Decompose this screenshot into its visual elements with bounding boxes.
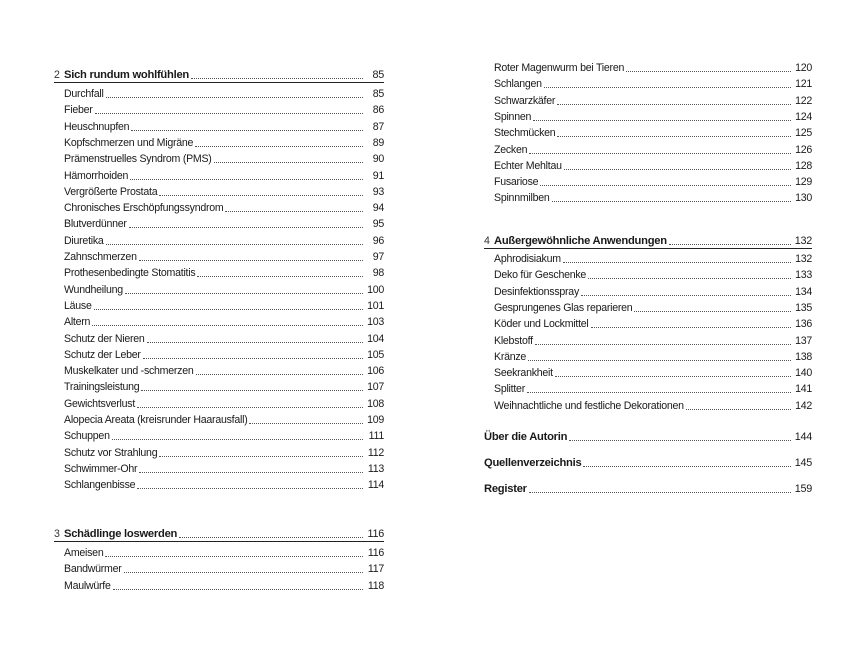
toc-page-number: 144 <box>794 431 812 443</box>
dot-leader <box>555 376 791 377</box>
toc-entry[interactable] <box>54 134 384 150</box>
toc-page-number: 107 <box>367 381 384 394</box>
toc-page-number: 126 <box>795 143 812 156</box>
dot-leader <box>95 113 363 114</box>
toc-page-number: 142 <box>795 399 812 412</box>
toc-page-number: 89 <box>372 136 384 149</box>
toc-page-number: 122 <box>795 94 812 107</box>
dot-leader <box>124 572 363 573</box>
dot-leader <box>195 146 363 147</box>
toc-entry[interactable] <box>54 248 384 264</box>
toc-page-number: 108 <box>367 397 384 410</box>
dot-leader <box>533 120 791 121</box>
dot-leader <box>137 407 363 408</box>
toc-page-number: 90 <box>372 153 384 166</box>
section-divider <box>54 541 384 542</box>
toc-page-number: 116 <box>367 547 384 559</box>
toc-entry[interactable] <box>54 199 384 215</box>
dot-leader <box>141 390 363 391</box>
toc-entry[interactable] <box>54 85 384 101</box>
toc-entry-title: Läuse <box>64 299 92 312</box>
dot-leader <box>129 227 363 228</box>
toc-page-number: 98 <box>372 267 384 280</box>
toc-page-number: 114 <box>367 479 384 492</box>
dot-leader <box>626 71 791 72</box>
toc-page-number: 121 <box>795 78 812 91</box>
toc-entry[interactable] <box>484 59 812 75</box>
toc-entry[interactable] <box>484 250 812 266</box>
toc-entry-title: Spinnmilben <box>494 192 550 205</box>
toc-entry[interactable] <box>484 141 812 157</box>
toc-chapter-heading[interactable] <box>54 525 384 541</box>
dot-leader <box>591 327 791 328</box>
toc-page-number: 125 <box>795 127 812 140</box>
dot-leader <box>179 537 363 538</box>
toc-page-number: 133 <box>795 269 812 282</box>
toc-entry-title: Hämorrhoiden <box>64 169 129 182</box>
toc-page-number: 145 <box>794 457 812 469</box>
toc-page-number: 86 <box>372 104 384 117</box>
dot-leader <box>112 439 363 440</box>
dot-leader <box>529 153 791 154</box>
chapter-number: 3 <box>54 528 60 540</box>
toc-entry-title: Maulwürfe <box>64 579 111 592</box>
toc-page-number: 129 <box>795 176 812 189</box>
dot-leader <box>147 342 363 343</box>
toc-entry[interactable] <box>54 444 384 460</box>
toc-page-number: 111 <box>368 430 384 443</box>
dot-leader <box>249 423 363 424</box>
toc-entry[interactable] <box>54 460 384 476</box>
dot-leader <box>634 311 791 312</box>
dot-leader <box>544 87 791 88</box>
dot-leader <box>581 295 791 296</box>
dot-leader <box>540 185 791 186</box>
toc-entry[interactable] <box>54 577 384 593</box>
dot-leader <box>106 97 363 98</box>
toc-entry-title: Seekrankheit <box>494 367 553 380</box>
toc-entry[interactable] <box>484 92 812 108</box>
toc-entry[interactable] <box>484 299 812 315</box>
toc-entry[interactable] <box>484 380 812 396</box>
dot-leader <box>569 440 791 441</box>
section-divider <box>484 248 812 249</box>
toc-page-number: 112 <box>367 446 384 459</box>
dot-leader <box>552 201 791 202</box>
toc-entry[interactable] <box>484 157 812 173</box>
toc-entry[interactable] <box>54 544 384 560</box>
toc-entry-title: Register <box>484 483 527 495</box>
dot-leader <box>214 162 363 163</box>
toc-page-number: 109 <box>367 414 384 426</box>
toc-entry-title: Außergewöhnliche Anwendungen <box>494 235 667 247</box>
toc-entry[interactable] <box>54 378 384 394</box>
toc-page-number: 105 <box>367 348 384 361</box>
toc-page-number: 85 <box>372 69 384 81</box>
toc-back-matter-entry[interactable] <box>484 480 812 496</box>
toc-entry-title: Prothesenbedingte Stomatitis <box>64 267 196 280</box>
toc-entry-title: Schutz der Leber <box>64 348 141 361</box>
toc-entry-title: Muskelkater und -schmerzen <box>64 365 194 378</box>
dot-leader <box>197 276 363 277</box>
toc-entry[interactable] <box>54 215 384 231</box>
dot-leader <box>527 392 791 393</box>
dot-leader <box>196 374 363 375</box>
toc-page-number: 94 <box>372 202 384 215</box>
chapter-number: 2 <box>54 69 60 81</box>
toc-entry-title: Gewichtsverlust <box>64 397 136 410</box>
toc-page-number: 159 <box>794 483 812 495</box>
toc-entry[interactable] <box>54 560 384 576</box>
toc-entry-title: Gesprungenes Glas reparieren <box>494 301 633 314</box>
toc-entry[interactable] <box>54 330 384 346</box>
toc-entry[interactable] <box>484 283 812 299</box>
chapter-number: 4 <box>484 235 490 247</box>
toc-entry[interactable] <box>54 183 384 199</box>
dot-leader <box>105 556 363 557</box>
toc-entry-title: Schwimmer-Ohr <box>64 462 138 475</box>
toc-page-number: 132 <box>795 253 812 265</box>
toc-page-number: 140 <box>795 367 812 380</box>
dot-leader <box>529 492 791 493</box>
toc-entry[interactable] <box>484 364 812 380</box>
toc-page-number: 96 <box>372 234 384 247</box>
toc-entry-title: Wundheilung <box>64 283 123 296</box>
dot-leader <box>588 278 791 279</box>
toc-page-number: 104 <box>367 332 384 345</box>
toc-page-number: 118 <box>367 579 384 592</box>
toc-entry-title: Zahnschmerzen <box>64 251 137 263</box>
dot-leader <box>564 169 791 170</box>
toc-entry-title: Kopfschmerzen und Migräne <box>64 136 194 149</box>
toc-entry[interactable] <box>54 313 384 329</box>
toc-chapter-heading[interactable] <box>54 66 384 82</box>
toc-page-number: 103 <box>367 316 384 329</box>
toc-page-number: 130 <box>795 192 812 205</box>
toc-entry[interactable] <box>54 167 384 183</box>
dot-leader <box>159 195 363 196</box>
toc-entry[interactable] <box>484 266 812 282</box>
toc-page-number: 117 <box>367 563 384 576</box>
dot-leader <box>130 179 363 180</box>
toc-entry-title: Deko für Geschenke <box>494 269 587 282</box>
toc-entry[interactable] <box>54 150 384 166</box>
dot-leader <box>143 358 363 359</box>
toc-page-number: 132 <box>794 235 812 247</box>
dot-leader <box>535 344 791 345</box>
toc-page-number: 91 <box>372 169 384 182</box>
toc-entry[interactable] <box>484 315 812 331</box>
toc-entry-title: Alopecia Areata (kreisrunder Haarausfall) <box>64 414 248 426</box>
toc-entry[interactable] <box>484 75 812 91</box>
toc-entry-title: Köder und Lockmittel <box>494 318 589 331</box>
toc-page-number: 93 <box>372 185 384 198</box>
toc-entry-title: Prämenstruelles Syndrom (PMS) <box>64 153 212 166</box>
dot-leader <box>139 260 363 261</box>
toc-entry[interactable] <box>54 232 384 248</box>
toc-entry-title: Kränze <box>494 350 527 363</box>
toc-entry-title: Schutz der Nieren <box>64 332 145 345</box>
dot-leader <box>225 211 363 212</box>
toc-entry-title: Trainingsleistung <box>64 381 140 394</box>
toc-entry[interactable] <box>484 348 812 364</box>
toc-entry-title: Durchfall <box>64 88 104 100</box>
toc-page-number: 97 <box>372 251 384 263</box>
dot-leader <box>131 130 363 131</box>
toc-entry[interactable] <box>484 332 812 348</box>
toc-entry-title: Schädlinge loswerden <box>64 528 178 540</box>
toc-entry-title: Schutz vor Strahlung <box>64 446 158 459</box>
toc-back-matter-entry[interactable] <box>484 454 812 470</box>
toc-entry-title: Schwarzkäfer <box>494 94 556 107</box>
toc-page-number: 128 <box>795 159 812 172</box>
toc-entry-title: Altern <box>64 316 91 329</box>
toc-page-number: 106 <box>367 365 384 378</box>
toc-entry-title: Schuppen <box>64 430 110 443</box>
toc-entry[interactable] <box>54 297 384 313</box>
toc-page-number: 116 <box>367 528 384 540</box>
toc-back-matter-entry[interactable] <box>484 428 812 444</box>
toc-entry[interactable] <box>54 476 384 492</box>
toc-page-number: 120 <box>795 62 812 74</box>
toc-entry-title: Roter Magenwurm bei Tieren <box>494 62 625 74</box>
dot-leader <box>563 262 791 263</box>
toc-entry[interactable] <box>54 395 384 411</box>
dot-leader <box>137 488 363 489</box>
toc-entry-title: Fusariose <box>494 176 539 189</box>
toc-entry-title: Schlangenbisse <box>64 479 136 492</box>
toc-entry-title: Sich rundum wohlfühlen <box>64 69 190 81</box>
toc-page-number: 101 <box>367 299 384 312</box>
dot-leader <box>94 309 363 310</box>
dot-leader <box>106 244 363 245</box>
dot-leader <box>125 293 363 294</box>
toc-entry-title: Diuretika <box>64 234 104 247</box>
toc-chapter-heading[interactable] <box>484 232 812 248</box>
toc-entry-title: Klebstoff <box>494 334 533 347</box>
toc-page-number: 95 <box>372 218 384 231</box>
dot-leader <box>92 325 363 326</box>
dot-leader <box>669 244 791 245</box>
toc-entry[interactable] <box>54 118 384 134</box>
dot-leader <box>159 456 363 457</box>
toc-entry[interactable] <box>54 281 384 297</box>
toc-entry[interactable] <box>54 346 384 362</box>
toc-entry-title: Heuschnupfen <box>64 120 130 133</box>
toc-page-number: 135 <box>795 301 812 314</box>
toc-entry[interactable] <box>54 411 384 427</box>
toc-entry-title: Spinnen <box>494 110 532 123</box>
dot-leader <box>583 466 791 467</box>
toc-entry-title: Fieber <box>64 104 93 117</box>
toc-entry[interactable] <box>484 124 812 140</box>
toc-entry-title: Ameisen <box>64 547 104 559</box>
dot-leader <box>139 472 363 473</box>
toc-entry[interactable] <box>54 362 384 378</box>
toc-page-number: 100 <box>367 283 384 296</box>
toc-entry-title: Echter Mehltau <box>494 159 562 172</box>
toc-entry-title: Zecken <box>494 143 528 156</box>
toc-page-number: 124 <box>795 110 812 123</box>
dot-leader <box>113 589 363 590</box>
dot-leader <box>528 360 791 361</box>
toc-entry[interactable] <box>484 108 812 124</box>
toc-entry[interactable] <box>54 101 384 117</box>
toc-entry-title: Weihnachtliche und festliche Dekorationen <box>494 399 684 412</box>
toc-entry-title: Blutverdünner <box>64 218 127 231</box>
section-divider <box>54 82 384 83</box>
toc-page-number: 113 <box>367 462 384 475</box>
toc-entry-title: Stechmücken <box>494 127 556 140</box>
toc-entry[interactable] <box>484 189 812 205</box>
toc-entry-title: Chronisches Erschöpfungssyndrom <box>64 202 224 215</box>
toc-page-number: 134 <box>795 285 812 298</box>
toc-entry-title: Vergrößerte Prostata <box>64 185 158 198</box>
toc-entry-title: Desinfektionsspray <box>494 285 579 298</box>
toc-page-number: 85 <box>372 88 384 100</box>
toc-entry-title: Schlangen <box>494 78 542 91</box>
toc-entry-title: Bandwürmer <box>64 563 122 576</box>
toc-page-number: 138 <box>795 350 812 363</box>
dot-leader <box>191 78 363 79</box>
toc-entry-title: Aphrodisiakum <box>494 253 561 265</box>
toc-entry-title: Über die Autorin <box>484 431 568 443</box>
toc-page-number: 137 <box>795 334 812 347</box>
toc-entry[interactable] <box>484 173 812 189</box>
toc-page-number: 136 <box>795 318 812 331</box>
dot-leader <box>686 409 791 410</box>
toc-entry-title: Quellenverzeichnis <box>484 457 582 469</box>
toc-entry[interactable] <box>484 397 812 413</box>
toc-page-number: 87 <box>372 120 384 133</box>
toc-entry[interactable] <box>54 264 384 280</box>
toc-page-number: 141 <box>795 383 812 396</box>
toc-entry[interactable] <box>54 427 384 443</box>
toc-entry-title: Splitter <box>494 383 525 396</box>
dot-leader <box>557 136 791 137</box>
dot-leader <box>557 104 791 105</box>
